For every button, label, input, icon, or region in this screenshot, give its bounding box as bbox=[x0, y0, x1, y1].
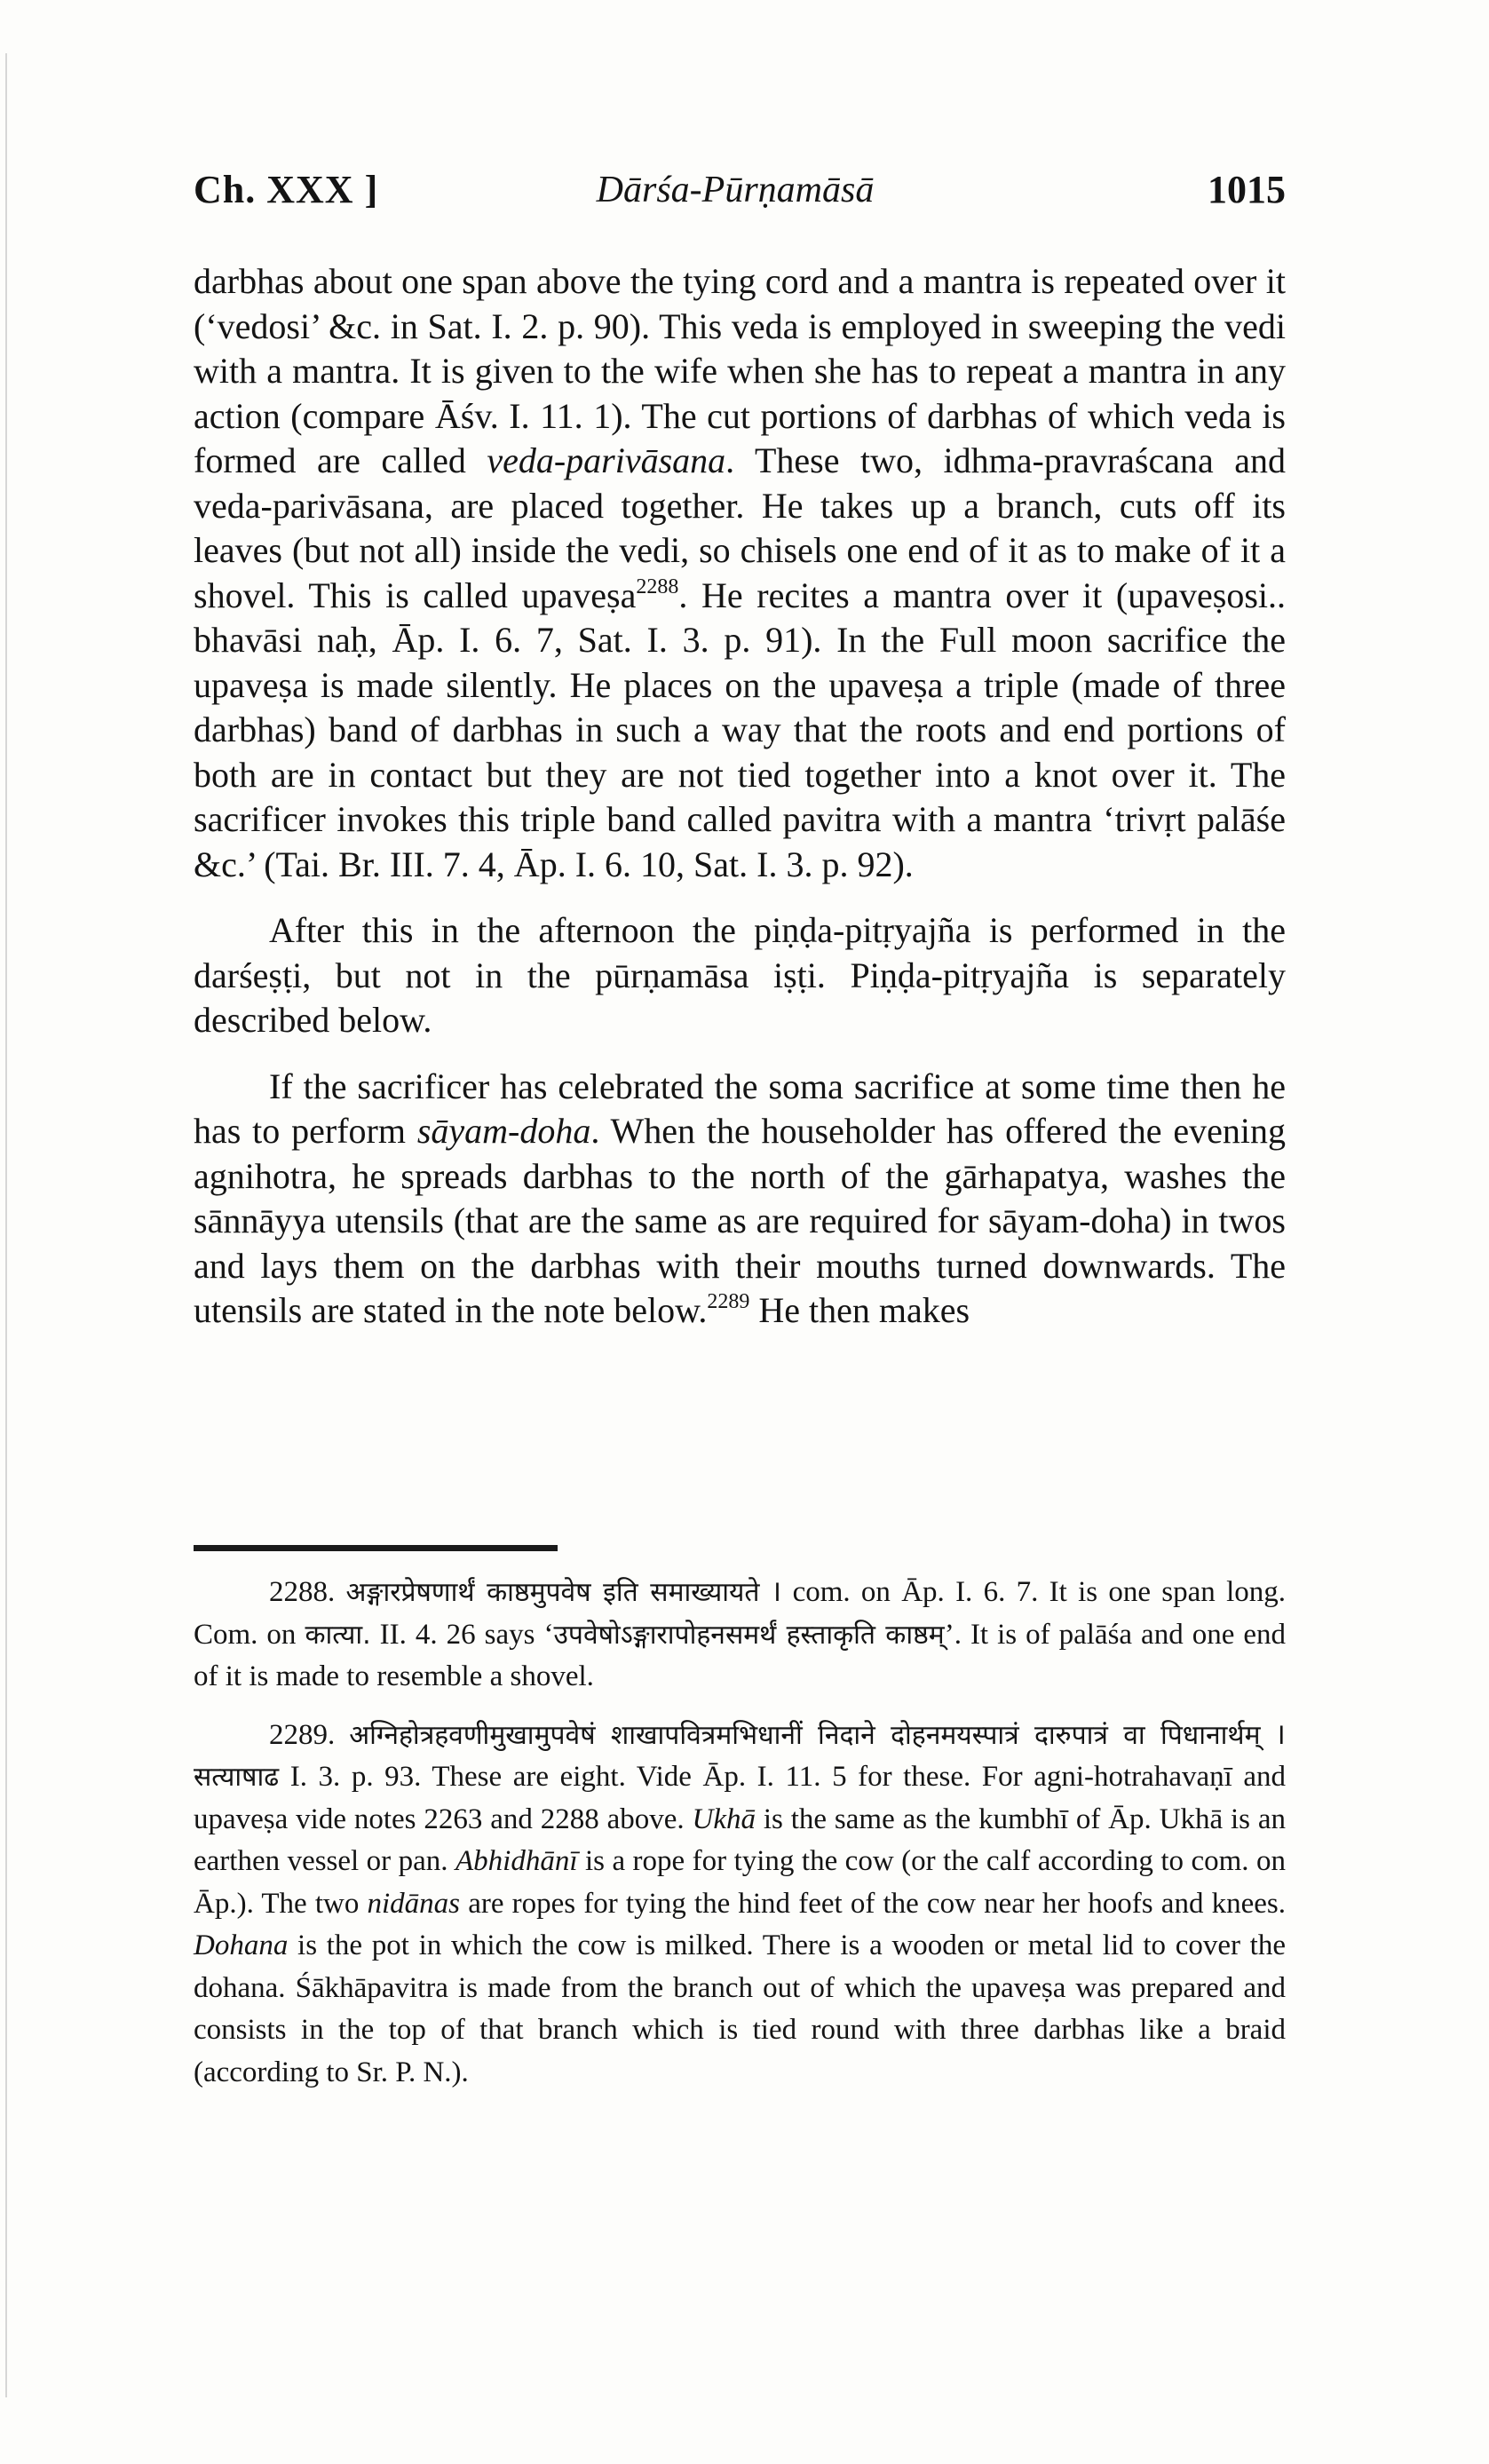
running-title: Dārśa-Pūrṇamāsā bbox=[596, 170, 875, 210]
footnote-text: is the pot in which the cow is milked. There is a wooden or metal lid to cover the dohana. Śākhāpavitra is made from the branch out of which the upaveṣa was prepared and consists in the top of that branch which is tied round with three darbhas like a braid (according to Sr. P. N.). bbox=[194, 1929, 1286, 2088]
footnote-number: 2289. bbox=[269, 1718, 336, 1751]
footnote-text: । com. on Āp. I. 6. 7. It is one span long. Com. on bbox=[194, 1576, 1286, 1651]
paragraph-text: He then makes bbox=[749, 1290, 970, 1330]
footnote-divider bbox=[194, 1545, 558, 1551]
italic-term: Dohana bbox=[194, 1929, 289, 1961]
footnote-text: are ropes for tying the hind feet of the cow near her hoofs and knees. bbox=[460, 1887, 1286, 1920]
paragraph-text: darbhas about one span above the tying cord and a mantra is repeated over it (‘vedosi’ &c. in Sat. I. 2. p. 90). This veda is employed in sweeping the vedi with a mantra. It is given to the wife when she has to repeat a mantra in any action (compare Āśv. I. 11. 1). The cut portions of darbhas of which veda is formed are called bbox=[194, 261, 1286, 480]
sanskrit-quote: अग्निहोत्रहवणीमुखामुपवेषं शाखापवित्रमभिधानीं निदाने दोहनमयस्पात्रं दारुपात्रं वा पिधानार्थम् bbox=[349, 1719, 1261, 1751]
paragraph-text: If the sacrificer has celebrated the soma sacrifice at some time then he has to perform bbox=[194, 1066, 1286, 1151]
footnote-text: I. 3. p. 93. These are eight. Vide Āp. I. 11. 5 for these. For agni-hotrahavaṇī and upaveṣa vide notes 2263 and 2288 above. bbox=[194, 1761, 1286, 1835]
footnote-text: ’. It is of palāśa and one end of it is made to resemble a shovel. bbox=[194, 1618, 1286, 1692]
sanskrit-quote: अङ्गारप्रेषणार्थं काष्ठमुपवेष इति समाख्यायते bbox=[345, 1577, 760, 1608]
italic-term: Abhidhānī bbox=[455, 1845, 578, 1877]
footnote-text: II. 4. 26 says ‘ bbox=[370, 1618, 554, 1651]
italic-term: nidānas bbox=[367, 1887, 461, 1920]
page-edge-shadow bbox=[5, 53, 7, 2397]
chapter-label: Ch. XXX ] bbox=[194, 168, 379, 211]
footnote-ref-2288[interactable]: 2288 bbox=[636, 574, 679, 598]
sanskrit-quote: सत्याषाढ bbox=[194, 1762, 280, 1793]
footnote-text: is the same as the kumbhī of Āp. Ukhā is an earthen vessel or pan. bbox=[194, 1802, 1286, 1877]
paragraph-2 bbox=[194, 908, 1286, 1043]
paragraph-3 bbox=[194, 1065, 1286, 1334]
italic-term: sāyam-doha bbox=[416, 1111, 591, 1151]
footnote-2289 bbox=[194, 1715, 1286, 2095]
paragraph-text: . These two, idhma-pravraścana and veda-parivāsana, are placed together. He takes up a branch, cuts off its leaves (but not all) inside the vedi, so chisels one end of it as to make of it a shovel. This is called upaveṣa bbox=[194, 440, 1286, 615]
footnote-2288 bbox=[194, 1572, 1286, 1699]
paragraph-text: After this in the afternoon the piṇḍa-pitṛyajña is performed in the darśeṣṭi, but not in the pūrṇamāsa iṣṭi. Piṇḍa-pitṛyajña is separately described below. bbox=[194, 910, 1286, 1040]
page-number: 1015 bbox=[1208, 168, 1286, 211]
footnotes bbox=[194, 1572, 1286, 2094]
sanskrit-quote: कात्या. bbox=[305, 1619, 371, 1651]
running-header bbox=[194, 167, 1286, 220]
main-text bbox=[194, 259, 1286, 1334]
sanskrit-quote: उपवेषोऽङ्गारापोहनसमर्थं हस्ताकृति काष्ठम् bbox=[553, 1619, 945, 1651]
italic-term: Ukhā bbox=[692, 1802, 756, 1835]
footnote-number: 2288. bbox=[269, 1576, 336, 1608]
paragraph-text: . When the householder has offered the evening agnihotra, he spreads darbhas to the north of the gārhapatya, washes the sānnāyya utensils (that are the same as are required for sāyam-doha) in twos and lays them on the darbhas with their mouths turned downwards. The utensils are stated in the note below. bbox=[194, 1111, 1286, 1330]
italic-term: veda-parivāsana bbox=[487, 440, 726, 480]
footnote-text: । bbox=[1260, 1718, 1286, 1751]
paragraph-1 bbox=[194, 259, 1286, 887]
footnote-text: is a rope for tying the cow (or the calf according to com. on Āp.). The two bbox=[194, 1845, 1286, 1920]
paragraph-text: . He recites a mantra over it (upaveṣosi.. bhavāsi naḥ, Āp. I. 6. 7, Sat. I. 3. p. 91). In the Full moon sacrifice the upaveṣa is made silently. He places on the upaveṣa a triple (made of three darbhas) band of darbhas in such a way that the roots and end portions of both are in contact but they are not tied together into a knot over it. The sacrificer invokes this triple band called pavitra with a mantra ‘trivṛt palāśe &c.’ (Tai. Br. III. 7. 4, Āp. I. 6. 10, Sat. I. 3. p. 92). bbox=[194, 574, 1286, 884]
footnote-ref-2289[interactable]: 2289 bbox=[707, 1290, 750, 1313]
